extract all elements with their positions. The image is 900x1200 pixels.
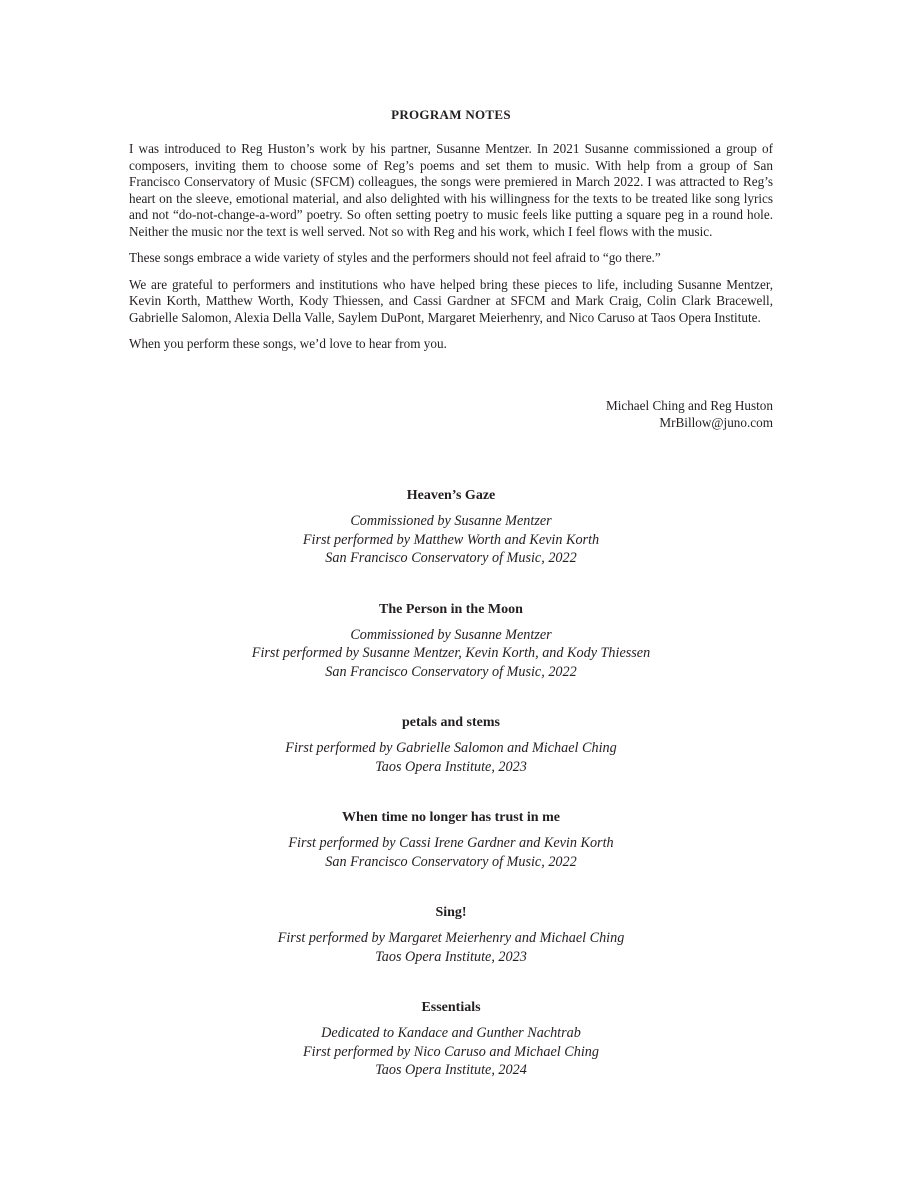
work-detail: First performed by Gabrielle Salomon and Michael Ching [285, 740, 617, 756]
notes-paragraph: When you perform these songs, we’d love to hear from you. [129, 336, 447, 351]
notes-paragraph: These songs embrace a wide variety of styles and the performers should not feel afraid to “go there.” [129, 250, 661, 265]
work-detail: First performed by Susanne Mentzer, Kevin Korth, and Kody Thiessen [251, 645, 651, 661]
work-entry [129, 601, 773, 682]
work-entry [129, 487, 773, 568]
work-entry [129, 999, 773, 1080]
work-entry [129, 904, 773, 966]
signature-block [606, 398, 773, 431]
document-page [129, 0, 773, 1200]
signature-names: Michael Ching and Reg Huston [605, 398, 773, 413]
notes-paragraph: I was introduced to Reg Huston’s work by his partner, Susanne Mentzer. In 2021 Susanne commissioned a group of composers, inviting them to choose some of Reg’s poems and set them to music. With help from a group of San Francisco Conservatory of Music (SFCM) colleagues, the songs were premiered in March 2022. I was attracted to Reg’s heart on the sleeve, emotional material, and also delighted with his willingness for the texts to be treated like song lyrics and not “do-not-change-a-word” poetry. So often setting poetry to music feels like putting a square peg in a round hole. Neither the music nor the text is well served. Not so with Reg and his work, which I feel flows with the music. [129, 141, 773, 239]
work-detail: Dedicated to Kandace and Gunther Nachtrab [321, 1025, 581, 1041]
page-heading: PROGRAM NOTES [391, 107, 511, 122]
works-list [129, 487, 773, 1113]
work-title: Essentials [421, 1000, 481, 1015]
work-title: When time no longer has trust in me [342, 810, 560, 825]
work-detail: Commissioned by Susanne Mentzer [350, 513, 552, 529]
work-detail: San Francisco Conservatory of Music, 2022 [325, 550, 577, 566]
work-detail: First performed by Matthew Worth and Kevin Korth [302, 531, 600, 548]
signature-email: MrBillow@juno.com [659, 414, 773, 430]
work-detail: First performed by Cassi Irene Gardner and Kevin Korth [288, 835, 614, 851]
work-detail: Taos Opera Institute, 2024 [375, 1062, 527, 1078]
work-detail: First performed by Nico Caruso and Michael Ching [303, 1043, 599, 1060]
work-detail: Taos Opera Institute, 2023 [375, 948, 527, 965]
notes-paragraph: We are grateful to performers and institutions who have helped bring these pieces to life, including Susanne Mentzer, Kevin Korth, Matthew Worth, Kody Thiessen, and Cassi Gardner at SFCM and Mark Craig, Colin Clark Bracewell, Gabrielle Salomon, Alexia Della Valle, Saylem DuPont, Margaret Meierhenry, and Nico Caruso at Taos Opera Institute. [129, 276, 773, 325]
work-title: The Person in the Moon [379, 601, 523, 617]
work-detail: San Francisco Conservatory of Music, 2022 [325, 853, 577, 870]
work-entry [129, 714, 773, 776]
work-detail: First performed by Margaret Meierhenry and Michael Ching [277, 930, 625, 946]
work-title: Sing! [435, 905, 467, 920]
work-detail: San Francisco Conservatory of Music, 2022 [325, 663, 577, 680]
work-detail: Commissioned by Susanne Mentzer [350, 626, 552, 643]
program-notes [129, 141, 773, 363]
work-title: Heaven’s Gaze [406, 488, 496, 503]
work-entry [129, 809, 773, 871]
work-detail: Taos Opera Institute, 2023 [375, 758, 527, 775]
work-title: petals and stems [401, 715, 500, 730]
